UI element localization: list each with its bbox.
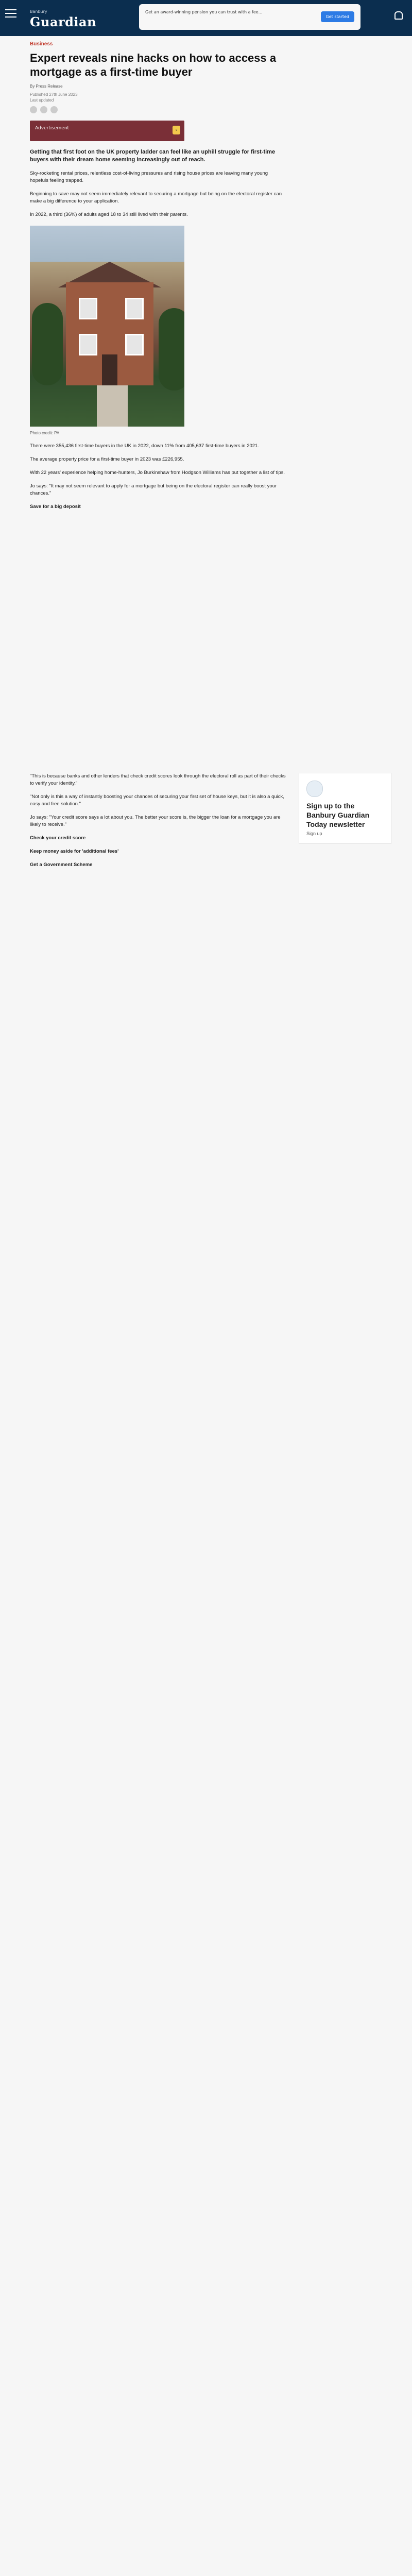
article-body <box>30 41 287 517</box>
article-byline[interactable]: By Press Release <box>30 84 63 89</box>
subheading: Get a Government Scheme <box>30 862 93 868</box>
paragraph: Jo says: "Your credit score says a lot about you. The better your score is, the bigger the loan for a mortgage you are likely to receive." <box>30 815 281 827</box>
article-category[interactable]: Business <box>30 41 53 47</box>
ad-text: Advertisement <box>35 126 70 131</box>
tree-right <box>159 308 184 391</box>
article-lede: Getting that first foot on the UK property ladder can feel like an uphill struggle for first-time buyers with their dream home seeming increasingly out of reach. <box>30 149 276 163</box>
article-published-date: Published 27th June 2023 <box>30 92 78 97</box>
share-buttons <box>30 106 287 113</box>
article-continued <box>30 773 287 875</box>
paragraph: In 2022, a third (36%) of adults aged 18 to 34 still lived with their parents. <box>30 212 188 217</box>
newsletter-signup-link[interactable]: Sign up <box>306 831 322 836</box>
subheading: Keep money aside for 'additional fees' <box>30 849 119 854</box>
paragraph: Jo says: "It may not seem relevant to apply for a mortgage but being on the electoral register can really boost your chances." <box>30 483 277 496</box>
promo-banner[interactable] <box>139 4 360 30</box>
logo-sup: Banbury <box>30 9 47 14</box>
paragraph: With 22 years' experience helping home-hunters, Jo Burkinshaw from Hodgson Williams has put together a list of tips. <box>30 470 285 476</box>
paragraph: There were 355,436 first-time buyers in the UK in 2022, down 11% from 405,637 first-time buyers in 2021. <box>30 443 259 449</box>
paragraph: The average property price for a first-time buyer in 2023 was £226,955. <box>30 456 184 462</box>
site-logo[interactable]: Guardian <box>30 14 97 29</box>
newsletter-icon <box>306 781 323 797</box>
newsletter-signup-card[interactable] <box>299 773 391 844</box>
promo-text: Get an award-winning pension you can trust with a fee... <box>145 10 263 14</box>
house-window <box>79 334 97 355</box>
hero-caption: Photo credit: PA <box>30 431 60 435</box>
article-headline: Expert reveals nine hacks on how to access a mortgage as a first-time buyer <box>30 52 277 78</box>
garden-path <box>97 385 128 427</box>
hero-image <box>30 226 184 427</box>
house-window <box>125 334 144 355</box>
article-updated-date: Last updated <box>30 98 54 103</box>
email-icon[interactable] <box>50 106 58 113</box>
paragraph: Beginning to save may not seem immediately relevant to securing a mortgage but being on the electoral register can make a big difference to your application. <box>30 191 282 204</box>
paragraph: Sky-rocketing rental prices, relentless cost-of-living pressures and rising house prices are leaving many young hopefuls feeling trapped. <box>30 171 268 183</box>
menu-icon[interactable] <box>5 9 16 18</box>
promo-button[interactable]: Get started <box>321 11 354 22</box>
tree-left <box>32 303 63 385</box>
paragraph: "Not only is this a way of instantly boosting your chances of securing your first set of house keys, but it is also a quick, easy and free solution." <box>30 794 284 807</box>
house-window <box>79 298 97 319</box>
house-door <box>102 354 117 385</box>
sidebar <box>299 773 391 844</box>
subheading: Save for a big deposit <box>30 504 81 510</box>
facebook-icon[interactable] <box>30 106 37 113</box>
house-window <box>125 298 144 319</box>
paragraph: "This is because banks and other lenders that check credit scores look through the electoral roll as part of their checks to verify your identity." <box>30 773 286 786</box>
twitter-icon[interactable] <box>40 106 47 113</box>
notification-bell-icon[interactable] <box>394 11 403 20</box>
top-navigation-bar <box>0 0 412 36</box>
subheading: Check your credit score <box>30 835 86 841</box>
ad-button[interactable]: › <box>173 126 180 134</box>
inline-ad[interactable] <box>30 121 184 141</box>
newsletter-title: Sign up to the Banbury Guardian Today newsletter <box>306 802 370 828</box>
